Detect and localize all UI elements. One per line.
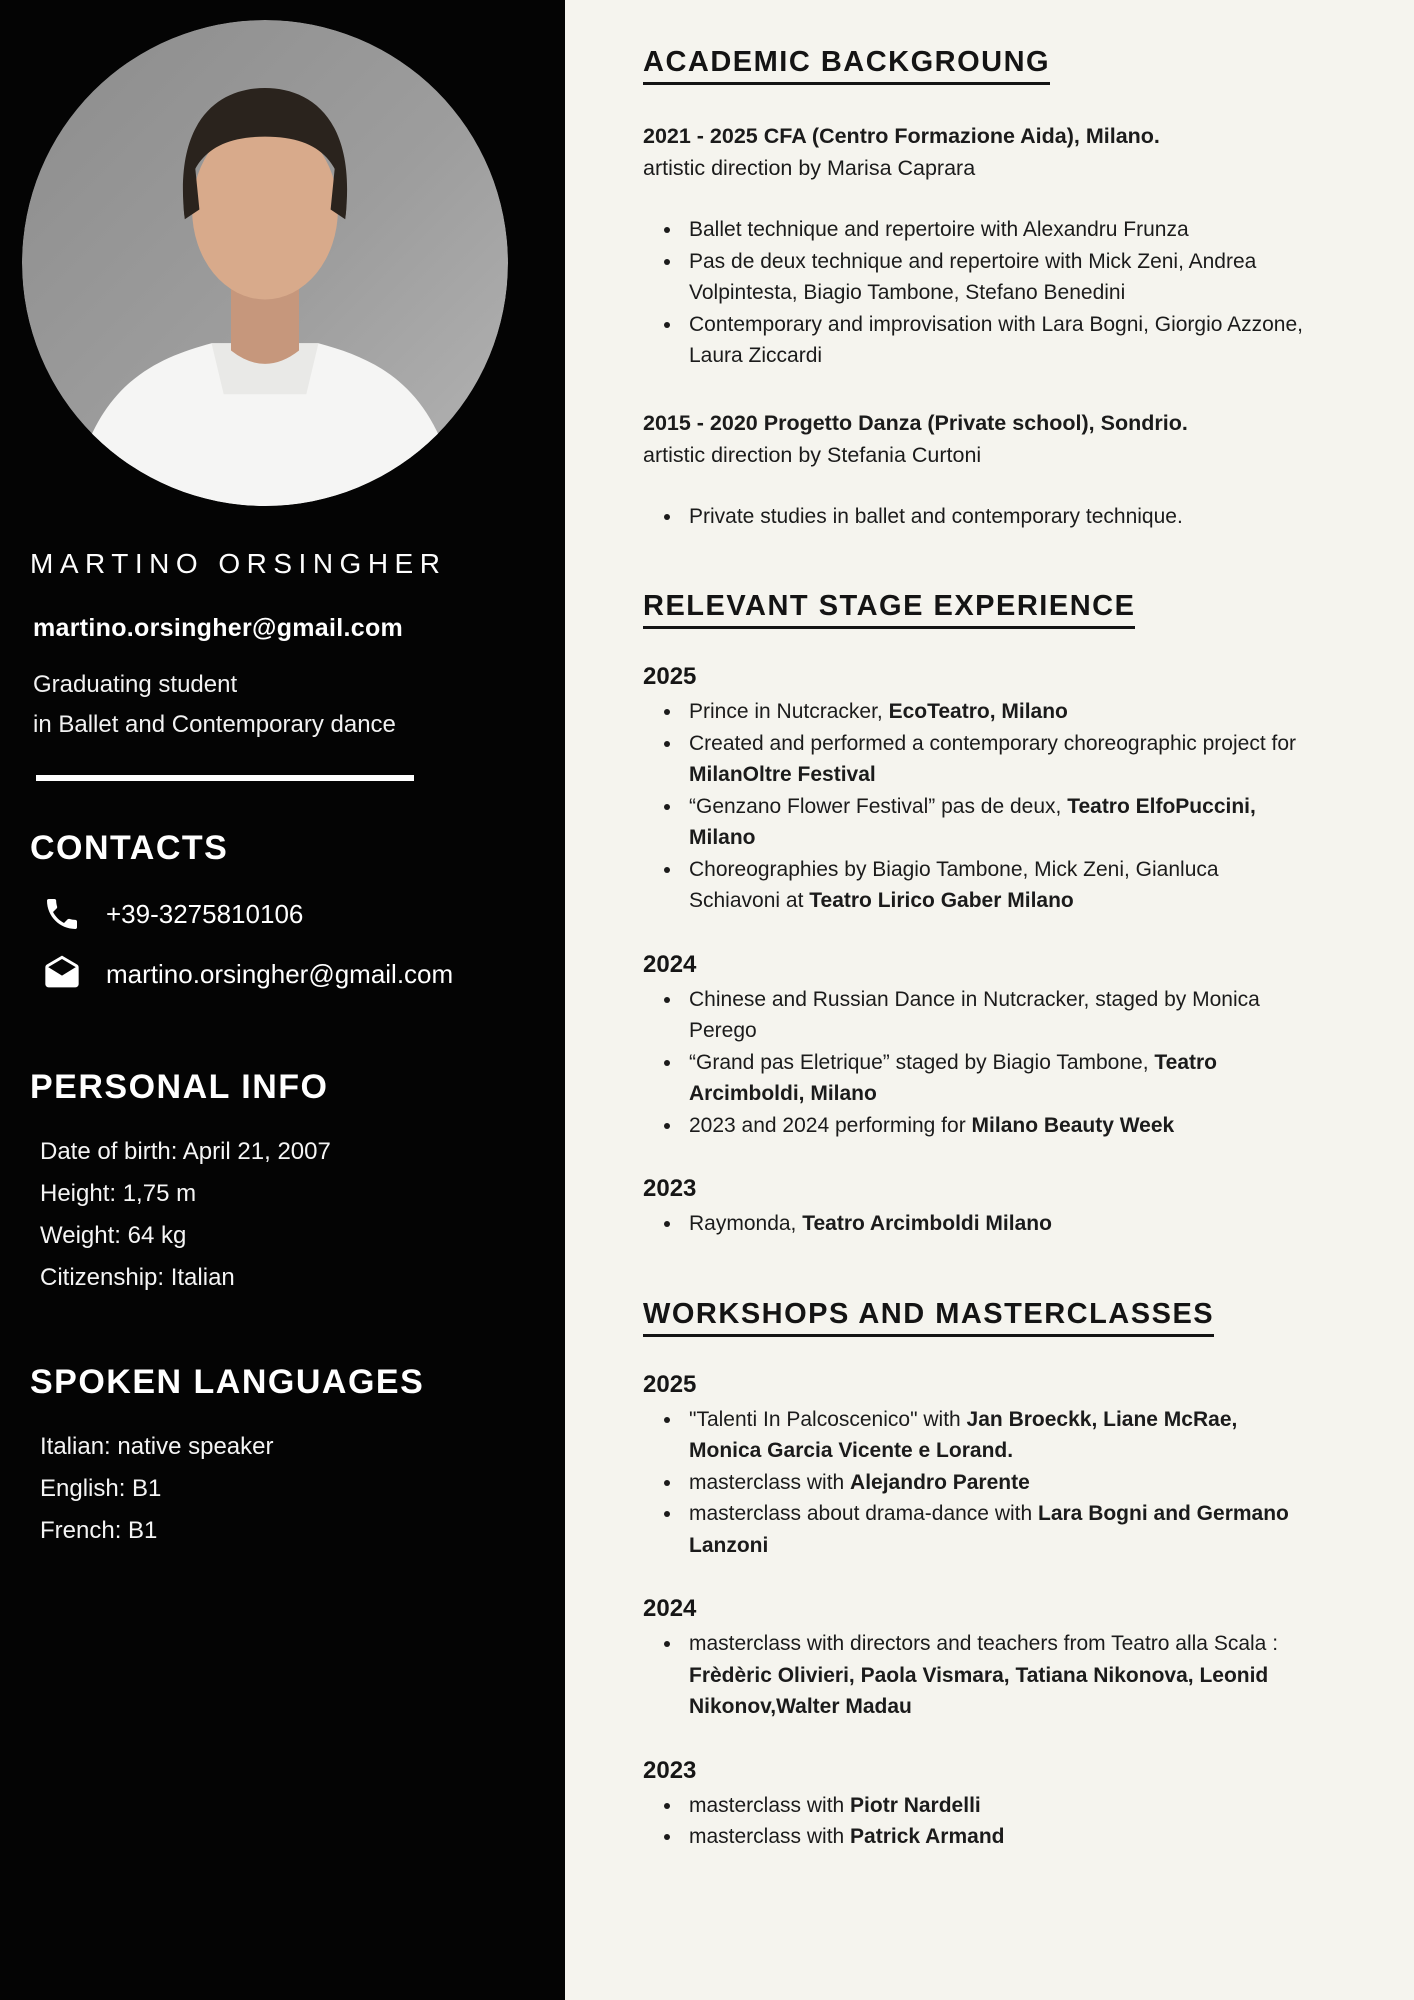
bullet-list: [643, 696, 1303, 917]
bullet-item: • Ballet technique and repertoire with Alexandru Frunza: [683, 214, 1303, 246]
bullet-item: • 2023 and 2024 performing for Milano Beauty Week: [683, 1110, 1303, 1142]
bullet-item: • masterclass about drama-dance with Lara Bogni and Germano Lanzoni: [683, 1498, 1303, 1561]
bullet-list: [643, 1208, 1303, 1240]
entry-subheading: artistic direction by Marisa Caprara: [643, 156, 976, 180]
info-line: Citizenship: Italian: [40, 1264, 235, 1291]
section-title: ACADEMIC BACKGROUNG: [643, 46, 1050, 85]
bullet-item: • "Talenti In Palcoscenico" with Jan Broeckk, Liane McRae, Monica Garcia Vicente e Lorand.: [683, 1404, 1303, 1467]
sidebar: [0, 0, 565, 2000]
section-title: WORKSHOPS AND MASTERCLASSES: [643, 1298, 1214, 1337]
profile-photo: [22, 20, 508, 506]
year-heading: 2023: [643, 1756, 697, 1784]
divider: [36, 775, 414, 781]
entry-heading: 2021 - 2025 CFA (Centro Formazione Aida), Milano.: [643, 124, 1160, 148]
bullet-item: • Choreographies by Biagio Tambone, Mick Zeni, Gianluca Schiavoni at Teatro Lirico Gaber Milano: [683, 854, 1303, 917]
bullet-list: [643, 1404, 1303, 1562]
person-name: MARTINO ORSINGHER: [30, 548, 447, 579]
bullet-list: [643, 214, 1303, 372]
info-line: Date of birth: April 21, 2007: [40, 1138, 331, 1165]
bullet-item: • masterclass with Piotr Nardelli: [683, 1790, 1303, 1822]
languages-lines: [40, 1426, 565, 1552]
bullet-list: [643, 1790, 1303, 1853]
info-line: Height: 1,75 m: [40, 1180, 197, 1207]
resume-section: [643, 46, 1374, 532]
phone-row: [40, 892, 565, 936]
email-row: [40, 952, 565, 996]
bullet-item: • masterclass with Patrick Armand: [683, 1821, 1303, 1853]
bullet-item: • “Grand pas Eletrique” staged by Biagio Tambone, Teatro Arcimboldi, Milano: [683, 1047, 1303, 1110]
bullet-item: • Prince in Nutcracker, EcoTeatro, Milano: [683, 696, 1303, 728]
portrait-illustration: [22, 20, 508, 506]
envelope-icon: [40, 952, 84, 996]
year-heading: 2024: [643, 950, 697, 978]
bullet-item: • Raymonda, Teatro Arcimboldi Milano: [683, 1208, 1303, 1240]
year-heading: 2024: [643, 1595, 697, 1622]
bullet-item: • Contemporary and improvisation with Lara Bogni, Giorgio Azzone, Laura Ziccardi: [683, 309, 1303, 372]
bullet-list: [643, 501, 1303, 533]
info-line: Italian: native speaker: [40, 1433, 274, 1460]
section-title: RELEVANT STAGE EXPERIENCE: [643, 590, 1135, 629]
bullet-item: • “Genzano Flower Festival” pas de deux, Teatro ElfoPuccini, Milano: [683, 791, 1303, 854]
resume-section: [643, 1298, 1374, 1853]
phone-icon: [40, 892, 84, 936]
bullet-item: • masterclass with Alejandro Parente: [683, 1467, 1303, 1499]
email-headline: martino.orsingher@gmail.com: [33, 614, 404, 642]
resume-section: [643, 590, 1374, 1240]
role-line-1: Graduating student: [33, 671, 238, 698]
bullet-item: • Private studies in ballet and contemporary technique.: [683, 501, 1303, 533]
main-content: [565, 0, 1414, 2000]
bullet-item: • Created and performed a contemporary choreographic project for MilanOltre Festival: [683, 728, 1303, 791]
info-line: English: B1: [40, 1475, 162, 1502]
year-heading: 2025: [643, 663, 697, 690]
languages-heading: SPOKEN LANGUAGES: [30, 1363, 425, 1401]
personal-info-lines: [40, 1131, 565, 1299]
bullet-item: • masterclass with directors and teachers from Teatro alla Scala : Frèdèric Olivieri, Paola Vismara, Tatiana Nikonova, Leonid Nikonov,Walter Madau: [683, 1628, 1303, 1723]
phone-number: +39-3275810106: [106, 898, 304, 929]
info-line: French: B1: [40, 1517, 158, 1544]
entry-subheading: artistic direction by Stefania Curtoni: [643, 442, 982, 467]
personal-info-heading: PERSONAL INFO: [30, 1068, 329, 1106]
bullet-item: • Chinese and Russian Dance in Nutcracker, staged by Monica Perego: [683, 984, 1303, 1047]
year-heading: 2025: [643, 1370, 697, 1398]
info-line: Weight: 64 kg: [40, 1222, 187, 1249]
role-line-2: in Ballet and Contemporary dance: [33, 711, 396, 738]
email-address: martino.orsingher@gmail.com: [106, 958, 454, 989]
entry-heading: 2015 - 2020 Progetto Danza (Private school), Sondrio.: [643, 410, 1188, 435]
contacts-heading: CONTACTS: [30, 829, 229, 867]
bullet-item: • Pas de deux technique and repertoire with Mick Zeni, Andrea Volpintesta, Biagio Tambone, Stefano Benedini: [683, 246, 1303, 309]
year-heading: 2023: [643, 1175, 697, 1202]
bullet-list: [643, 1628, 1303, 1723]
bullet-list: [643, 984, 1303, 1142]
